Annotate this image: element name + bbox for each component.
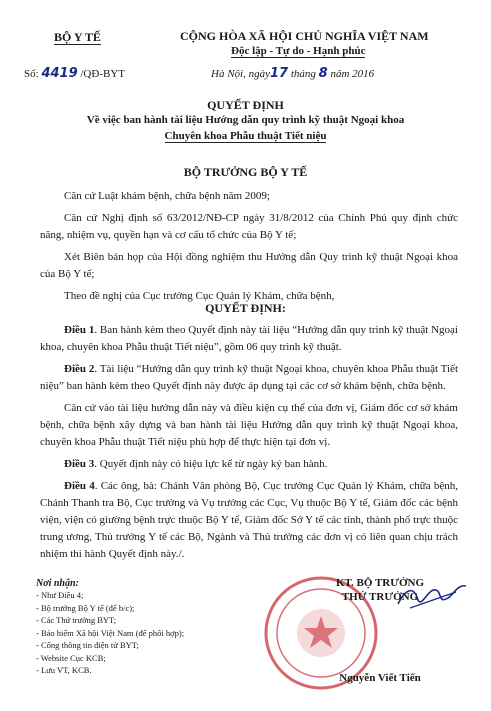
ministry-name xyxy=(54,30,101,45)
article-3-label: Điều 3 xyxy=(64,458,95,470)
recipient-4: - Bảo hiểm Xã hội Việt Nam (để phối hợp); xyxy=(36,627,185,638)
article-2-label: Điều 2 xyxy=(64,363,95,375)
signer-title-1: KT. BỘ TRƯỞNG xyxy=(335,577,425,589)
date-place: Hà Nội, ngày xyxy=(211,68,270,80)
doc-no-handwritten: 4419 xyxy=(41,66,78,81)
article-4-text: . Các ông, bà: Chánh Văn phòng Bộ, Cục trưởng Cục Quản lý Khám, chữa bệnh, Chánh Thanh tra Bộ, Cục trưởng và Vụ trưởng các Cục, Vụ thuộc Bộ Y tế, Giám đốc các bệnh viện, viện có giường bệnh trực thuộc Bộ Y tế, Giám đốc Sở Y tế các tỉnh, thành phố trực thuộc trung ương, Thủ trưởng Y tế các Bộ, Ngành và Thủ trưởng các đơn vị có liên quan chịu trách nhiệm thi hành Quyết định này./. xyxy=(40,480,458,560)
decision-title: QUYẾT ĐỊNH xyxy=(207,98,284,112)
article-2-text: . Tài liệu “Hướng dẫn quy trình kỹ thuật Ngoại khoa, chuyên khoa Phẫu thuật Tiết niệu” ban hành kèm theo Quyết định này được áp dụng tại các cơ sở khám bệnh, chữa bệnh. xyxy=(40,363,458,392)
recipient-2: - Bộ trưởng Bộ Y tế (để b/c); xyxy=(36,602,135,613)
basis-3: Xét Biên bản họp của Hội đồng nghiệm thu Hướng dẫn Quy trình kỹ thuật Ngoại khoa của Bộ Y tế; xyxy=(40,251,458,280)
motto xyxy=(231,45,365,57)
recipient-1: - Như Điều 4; xyxy=(36,590,84,600)
minister-heading: BỘ TRƯỞNG BỘ Y TẾ xyxy=(183,165,308,179)
document-number xyxy=(24,66,125,81)
basis-4: Theo đề nghị của Cục trưởng Cục Quản lý Khám, chữa bệnh, xyxy=(64,290,335,302)
article-1-text: . Ban hành kèm theo Quyết định này tài liệu “Hướng dẫn quy trình kỹ thuật Ngoại khoa, chuyên khoa Phẫu thuật Tiết niệu”, gồm 06 quy trình kỹ thuật. xyxy=(40,324,458,353)
recipients-block xyxy=(36,578,184,677)
article-1-label: Điều 1 xyxy=(64,324,95,336)
article-4-label: Điều 4 xyxy=(64,480,95,492)
article-1 xyxy=(40,322,458,356)
recipient-7: - Lưu VT, KCB. xyxy=(36,665,92,675)
doc-no-suffix: /QĐ-BYT xyxy=(80,68,125,80)
legal-bases xyxy=(40,188,458,305)
issue-date xyxy=(211,66,374,81)
article-3 xyxy=(40,456,458,473)
subject-line-2 xyxy=(0,130,491,142)
signature-mark xyxy=(392,578,472,614)
signer-title-2: THỨ TRƯỞNG xyxy=(341,591,419,603)
date-year: năm 2016 xyxy=(330,68,375,80)
recipients-heading: Nơi nhận: xyxy=(36,578,79,589)
motto-text: Độc lập - Tự do - Hạnh phúc xyxy=(231,45,366,57)
date-month-label: tháng xyxy=(290,68,316,80)
decides-heading: QUYẾT ĐỊNH: xyxy=(205,301,286,315)
doc-no-prefix: Số: xyxy=(24,68,39,80)
article-4 xyxy=(40,478,458,563)
date-day-handwritten: 17 xyxy=(269,66,289,81)
article-2-detail: Căn cứ vào tài liệu hướng dẫn này và điều kiện cụ thể của đơn vị, Giám đốc cơ sở khám bệnh, chữa bệnh xây dựng và ban hành tài liệu Hướng dẫn quy trình kỹ thuật Ngoại khoa, chuyên khoa Phẫu thuật Tiết niệu phù hợp để thực hiện tại đơn vị. xyxy=(40,402,458,448)
recipient-5: - Cổng thông tin điện tử BYT; xyxy=(36,640,139,650)
subject-line-1: Về việc ban hành tài liệu Hướng dẫn quy trình kỹ thuật Ngoại khoa xyxy=(86,114,405,126)
article-3-text: . Quyết định này có hiệu lực kể từ ngày ký ban hành. xyxy=(94,458,328,470)
subject-line-2-text: Chuyên khoa Phẫu thuật Tiết niệu xyxy=(164,130,327,142)
date-month-handwritten: 8 xyxy=(318,66,328,81)
articles xyxy=(40,322,458,563)
recipient-6: - Website Cục KCB; xyxy=(36,652,106,663)
recipient-3: - Các Thứ trưởng BYT; xyxy=(36,615,117,625)
nation-title: CỘNG HÒA XÃ HỘI CHỦ NGHĨA VIỆT NAM xyxy=(180,29,429,43)
basis-1: Căn cứ Luật khám bệnh, chữa bệnh năm 2009; xyxy=(64,190,270,202)
signer-name: Nguyễn Viết Tiến xyxy=(339,672,421,684)
basis-2: Căn cứ Nghị định số 63/2012/NĐ-CP ngày 31/8/2012 của Chính Phủ quy định chức năng, nhiệm vụ, quyền hạn và cơ cấu tổ chức của Bộ Y tế; xyxy=(40,212,458,241)
article-2 xyxy=(40,361,458,395)
ministry-text: BỘ Y TẾ xyxy=(54,30,101,44)
